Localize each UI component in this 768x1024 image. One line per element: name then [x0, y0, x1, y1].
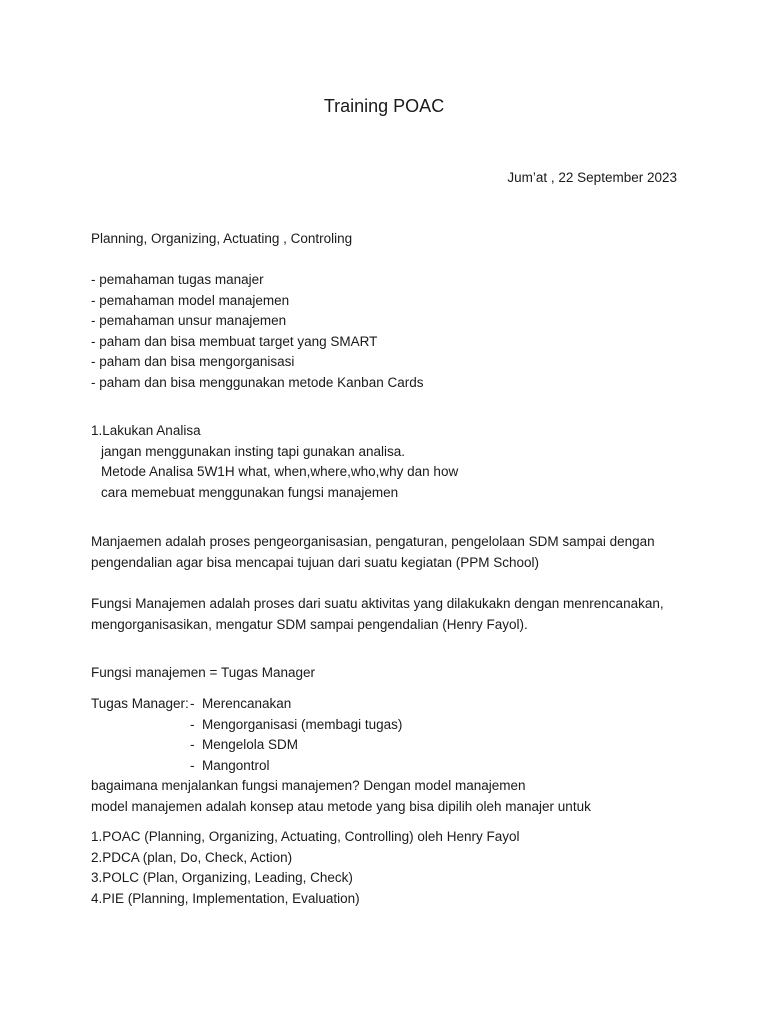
list-item: 3.POLC (Plan, Organizing, Leading, Check): [91, 870, 353, 886]
paragraph-line: mengorganisasikan, mengatur SDM sampai pengendalian (Henry Fayol).: [91, 616, 528, 632]
tugas-item: Mangontrol: [202, 757, 270, 773]
list-item: - paham dan bisa mengorganisasi: [91, 354, 295, 370]
model-list: [91, 827, 519, 909]
tugas-item: Mengelola SDM: [202, 737, 299, 753]
paragraph-line: model manajemen adalah konsep atau metode yang bisa dipilih oleh manajer untuk: [91, 798, 591, 814]
tugas-dash: -: [190, 757, 195, 773]
list-item: - pemahaman unsur manajemen: [91, 313, 287, 329]
tugas-manager-list: [91, 694, 691, 776]
list-item: - paham dan bisa membuat target yang SMART: [91, 333, 378, 349]
document-date: Jum’at , 22 September 2023: [507, 170, 677, 185]
analisa-line: Metode Analisa 5W1H what, when,where,who,why dan how: [101, 464, 459, 480]
tugas-dash: -: [190, 696, 195, 711]
tugas-dash: -: [190, 737, 195, 753]
analisa-section: [91, 421, 458, 503]
fungsi-manajemen-line: Fungsi manajemen = Tugas Manager: [91, 665, 316, 680]
list-item: - pemahaman tugas manajer: [91, 272, 264, 287]
tugas-label: Tugas Manager:: [91, 696, 189, 711]
fungsi-line-block: [91, 663, 315, 684]
list-item: - paham dan bisa menggunakan metode Kanban Cards: [91, 374, 424, 390]
manajemen-definition: [91, 532, 655, 573]
list-item: 2.PDCA (plan, Do, Check, Action): [91, 849, 293, 865]
paragraph-line: bagaimana menjalankan fungsi manajemen? Dengan model manajemen: [91, 778, 526, 793]
tugas-item: Mengorganisasi (membagi tugas): [202, 716, 403, 732]
paragraph-line: pengendalian agar bisa mencapai tujuan dari suatu kegiatan (PPM School): [91, 554, 540, 570]
tugas-row: [91, 756, 691, 777]
paragraph-line: Fungsi Manajemen adalah proses dari suatu aktivitas yang dilakukakn dengan menrencanakan,: [91, 596, 664, 611]
bullet-list: [91, 270, 423, 394]
poac-heading: Planning, Organizing, Actuating , Controling: [91, 231, 353, 246]
list-item: - pemahaman model manajemen: [91, 292, 290, 308]
heading-block: [91, 229, 352, 250]
tugas-dash: -: [190, 716, 195, 732]
tugas-item: Merencanakan: [202, 696, 292, 711]
fungsi-definition: [91, 594, 664, 635]
paragraph-line: Manjaemen adalah proses pengeorganisasian, pengaturan, pengelolaan SDM sampai dengan: [91, 534, 655, 549]
analisa-line: cara memebuat menggunakan fungsi manajemen: [101, 484, 399, 500]
tugas-row: [91, 694, 691, 715]
document-title: Training POAC: [323, 96, 445, 116]
analisa-line: jangan menggunakan insting tapi gunakan analisa.: [101, 443, 405, 459]
tugas-row: [91, 735, 691, 756]
analisa-heading: 1.Lakukan Analisa: [91, 423, 201, 438]
tugas-row: [91, 715, 691, 736]
model-intro: [91, 776, 591, 817]
list-item: 1.POAC (Planning, Organizing, Actuating, Controlling) oleh Henry Fayol: [91, 829, 520, 844]
list-item: 4.PIE (Planning, Implementation, Evaluation): [91, 890, 360, 906]
